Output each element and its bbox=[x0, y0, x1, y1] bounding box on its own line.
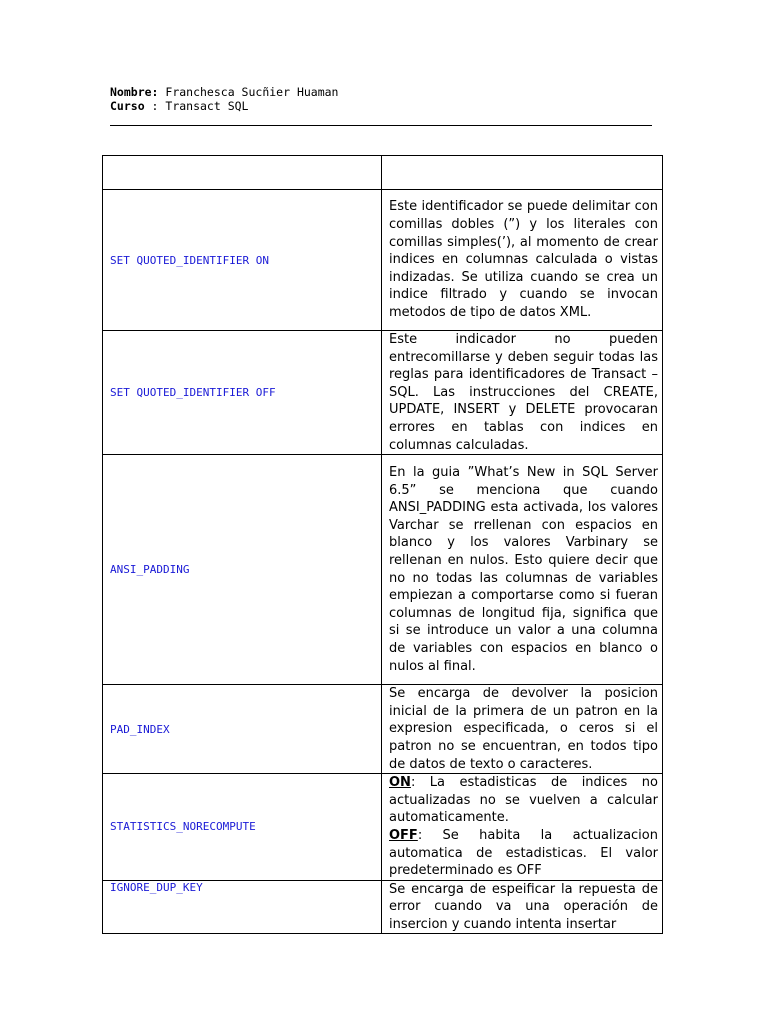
nombre-value: Franchesca Sucñier Huaman bbox=[158, 85, 339, 99]
option-name: STATISTICS_NORECOMPUTE bbox=[103, 774, 382, 881]
option-name: SET QUOTED_IDENTIFIER ON bbox=[103, 190, 382, 331]
header-divider bbox=[110, 125, 652, 126]
table-row bbox=[103, 880, 663, 933]
option-description: Este indicador no pueden entrecomillarse y deben seguir todas las reglas para identificadores de Transact – SQL. Las instrucciones del CREATE, UPDATE, INSERT y DELETE provocaran errores en tablas con indices en columnas calculadas. bbox=[382, 331, 663, 455]
curso-label: Curso bbox=[110, 99, 145, 113]
option-description: Este identificador se puede delimitar con comillas dobles (”) y los literales con comillas simples(’), al momento de crear indices en columnas calculada o vistas indizadas. Se utiliza cuando se crea un indice filtrado y cuando se invocan metodos de tipo de datos XML. bbox=[382, 190, 663, 331]
sql-options-table bbox=[102, 155, 663, 934]
header-cell-option bbox=[103, 156, 382, 190]
option-description-text: Se encarga de espeificar la repuesta de error cuando va una operación de insercion y cuando intenta insertar bbox=[389, 881, 658, 932]
option-description bbox=[382, 880, 663, 933]
document-header bbox=[110, 85, 338, 113]
option-name: ANSI_PADDING bbox=[103, 455, 382, 685]
curso-line bbox=[110, 99, 338, 113]
option-name: IGNORE_DUP_KEY bbox=[103, 880, 382, 933]
table-row bbox=[103, 455, 663, 685]
option-description bbox=[382, 774, 663, 881]
header-cell-description bbox=[382, 156, 663, 190]
on-label: ON bbox=[389, 775, 411, 791]
off-label: OFF bbox=[389, 827, 418, 843]
option-description: En la guia ”What’s New in SQL Server 6.5” se menciona que cuando ANSI_PADDING esta activada, los valores Varchar se rrellenan con espacios en blanco y los valores Varbinary se rellenan en nulos. Esto quiere decir que no no todas las columnas de variables empiezan a comportarse como si fueran columnas de longitud fija, significa que si se introduce un valor a una columna de variables con espacios en blanco o nulos al final. bbox=[382, 455, 663, 685]
on-text: : La estadisticas de indices no actualizadas no se vuelven a calcular automaticamente. bbox=[389, 775, 658, 826]
table-row bbox=[103, 331, 663, 455]
option-name: SET QUOTED_IDENTIFIER OFF bbox=[103, 331, 382, 455]
nombre-label: Nombre: bbox=[110, 85, 159, 99]
off-text: : Se habita la actualizacion automatica de estadisticas. El valor predeterminado es OFF bbox=[389, 827, 658, 879]
table-header-row bbox=[103, 156, 663, 190]
table-row bbox=[103, 190, 663, 331]
table-row bbox=[103, 685, 663, 774]
option-name: PAD_INDEX bbox=[103, 685, 382, 774]
table-row bbox=[103, 774, 663, 881]
nombre-line bbox=[110, 85, 338, 99]
curso-value: : Transact SQL bbox=[144, 99, 249, 113]
option-description: Se encarga de devolver la posicion inicial de la primera de un patron en la expresion especificada, o ceros si el patron no se encuentran, en todos tipo de datos de texto o caracteres. bbox=[382, 685, 663, 774]
